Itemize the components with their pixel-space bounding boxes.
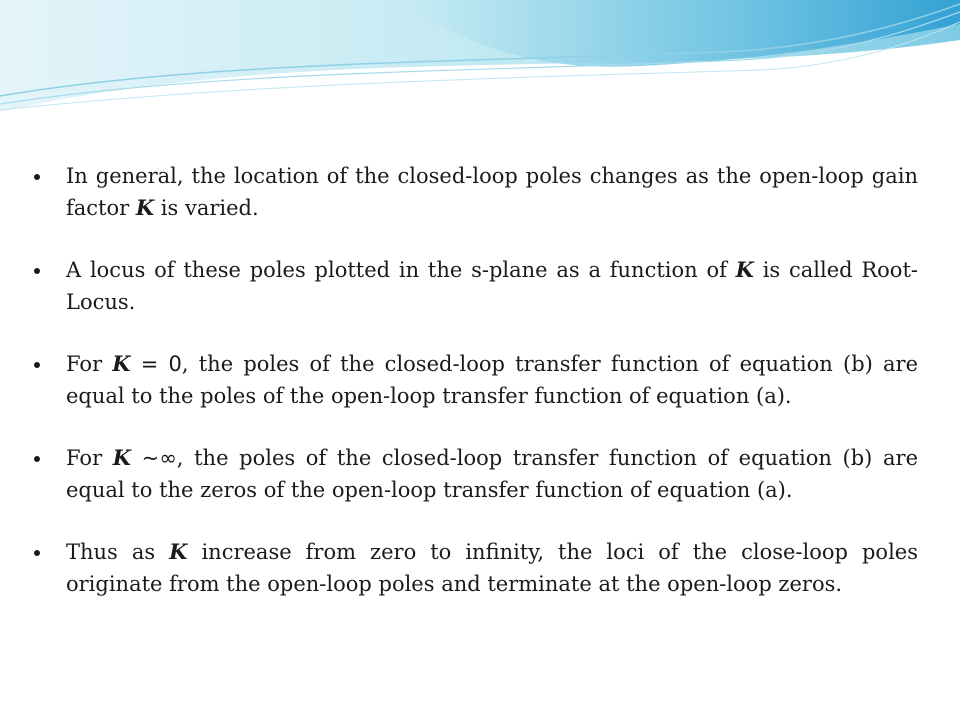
bullet-k-zero	[34, 348, 918, 412]
bullet-text: , the poles of the closed-loop transfer function of equation (b) are equal to the poles of the open-loop transfer function of equation (a).	[66, 352, 918, 408]
gain-symbol: K	[112, 351, 131, 376]
bullet-dot	[34, 362, 40, 368]
bullet-root-locus-definition	[34, 254, 918, 318]
bullet-loci-summary	[34, 536, 918, 600]
bullet-dot	[34, 550, 40, 556]
bullet-dot	[34, 174, 40, 180]
gain-condition: = 0	[130, 352, 182, 376]
bullet-text: For	[66, 352, 113, 376]
bullet-text: A locus of these poles plotted in the s-plane as a function of	[66, 258, 736, 282]
bullet-text: is varied.	[154, 196, 259, 220]
gain-symbol: K	[735, 257, 754, 282]
bullet-text: is called Root-Locus.	[66, 258, 918, 314]
gain-condition: ~∞	[131, 446, 177, 470]
bullet-dot	[34, 268, 40, 274]
gain-symbol: K	[112, 445, 132, 470]
bullet-text: , the poles of the closed-loop transfer function of equation (b) are equal to the zeros of the open-loop transfer function of equation (a).	[66, 446, 919, 502]
gain-symbol: K	[135, 195, 155, 220]
bullet-text: Thus as	[66, 540, 170, 564]
bullet-closed-loop-poles	[34, 160, 918, 224]
bullet-text: increase from zero to infinity, the loci of the close-loop poles originate from the open-loop poles and terminate at the open-loop zeros.	[66, 540, 918, 596]
header-wave-decoration	[0, 0, 960, 140]
gain-symbol: K	[169, 539, 188, 564]
bullet-k-infinity	[34, 442, 918, 506]
bullet-list	[34, 160, 918, 630]
bullet-dot	[34, 456, 40, 462]
bullet-text: In general, the location of the closed-loop poles changes as the open-loop gain factor	[66, 164, 918, 220]
bullet-text: For	[66, 446, 113, 470]
